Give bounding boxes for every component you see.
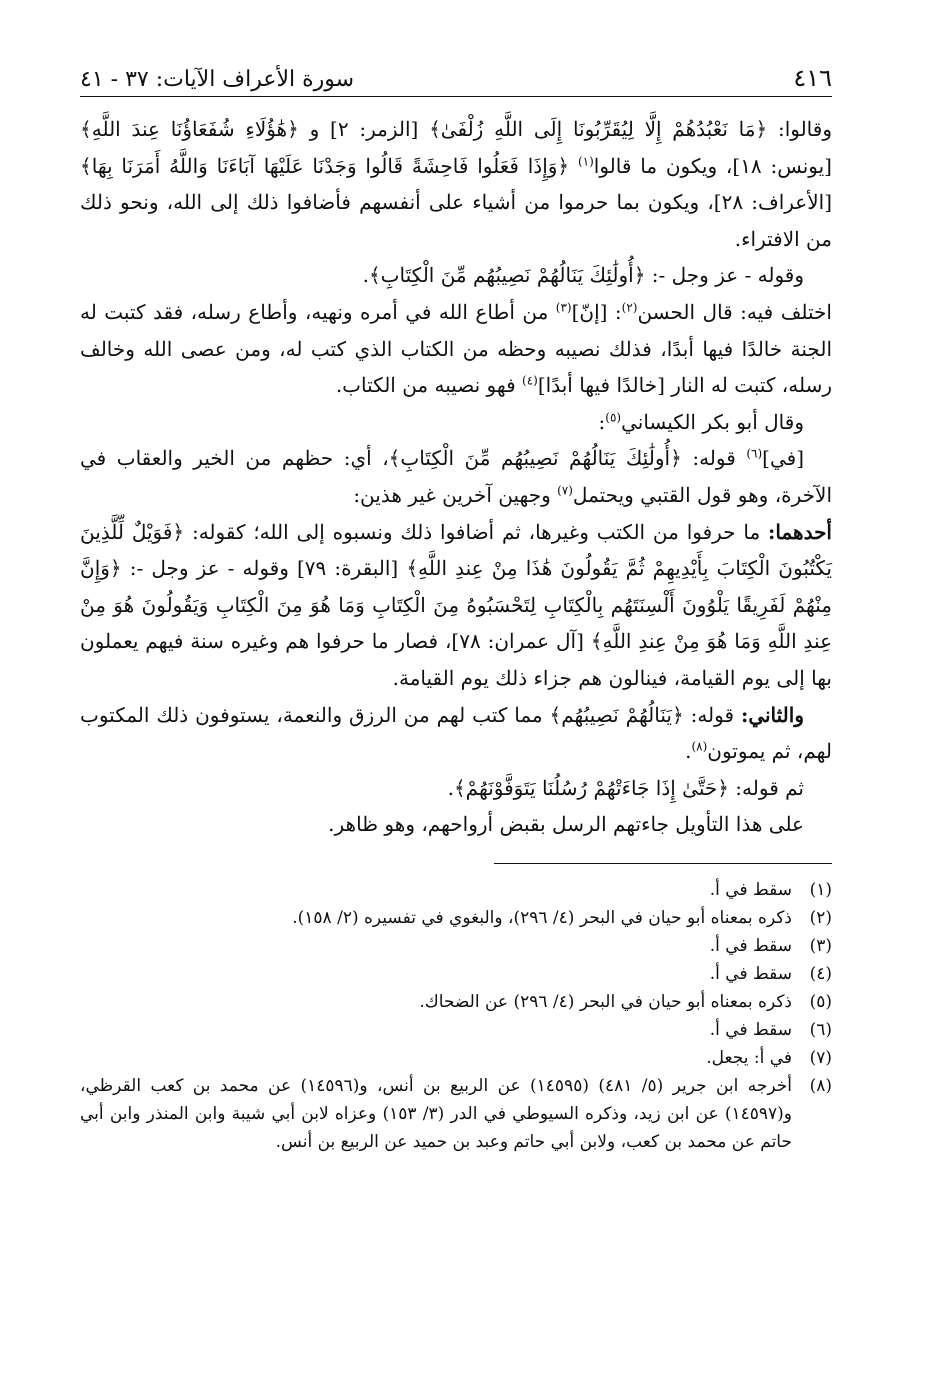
text-run: قوله: ﴿أُولَٰئِكَ يَنَالُهُمْ نَصِيبُهُم مِّنَ الْكِتَابِ﴾، أي: حظهم من الخير والعقاب في الآخرة، وهو قول القتبي ويحتمل <box>80 446 832 507</box>
paragraph <box>80 697 832 770</box>
footnote-ref: (٥) <box>605 410 622 425</box>
text-run: : [إنّ] <box>571 299 622 324</box>
text-run: وقال أبو بكر الكيساني <box>621 409 804 434</box>
footnote <box>80 932 832 960</box>
paragraph <box>80 404 832 441</box>
footnote <box>80 876 832 904</box>
footnote-text: أخرجه ابن جرير (٥/ ٤٨١) (١٤٥٩٥) عن الربيع بن أنس، و(١٤٥٩٦) عن محمد بن كعب القرظي، و(١٤٥٩٧) عن ابن زيد، وذكره السيوطي في الدر (٣/ ١٥٣) وعزاه لابن أبي شيبة وابن المنذر وابن أبي حاتم عن محمد بن كعب، ولابن أبي حاتم وعبد بن حميد عن الربيع بن أنس. <box>80 1075 792 1152</box>
footnote-number: (٢) <box>809 907 832 928</box>
footnote-text: سقط في أ. <box>709 935 792 956</box>
text-run: اختلف فيه: قال الحسن <box>637 299 832 324</box>
text-run: وجهين آخرين غير هذين: <box>353 482 558 507</box>
footnote-number: (٧) <box>809 1047 832 1068</box>
footnote-ref: (٦) <box>746 446 763 461</box>
text-run: : <box>598 409 606 434</box>
footnote-text: ذكره بمعناه أبو حيان في البحر (٤/ ٢٩٦)، والبغوي في تفسيره (٢/ ١٥٨). <box>292 907 792 928</box>
running-header <box>80 52 832 97</box>
footnote <box>80 904 832 932</box>
bold-lead: والثاني: <box>740 702 804 727</box>
text-run: ثم قوله: ﴿حَتَّىٰ إِذَا جَاءَتْهُمْ رُسُلُنَا يَتَوَفَّوْنَهُمْ﴾. <box>447 775 804 800</box>
text-run: من أطاع الله في أمره ونهيه، وأطاع رسله، فقد كتبت له الجنة خالدًا فيها أبدًا، فذلك نصيبه وحظه من الكتاب الذي كتب له، ومن عصى الله وخالف رسله، كتبت له النار [خالدًا فيها أبدًا] <box>80 299 832 398</box>
footnote <box>80 1016 832 1044</box>
footnote-ref: (٨) <box>691 739 708 754</box>
text-run: ما حرفوا من الكتب وغيرها، ثم أضافوا ذلك ونسبوه إلى الله؛ كقوله: ﴿فَوَيْلٌ لِّلَّذِينَ يَكْتُبُونَ الْكِتَابَ بِأَيْدِيهِمْ ثُمَّ يَقُولُونَ هَٰذَا مِنْ عِندِ اللَّهِ﴾ [البقرة: ٧٩] وقوله - عز وجل -: ﴿وَإِنَّ مِنْهُمْ لَفَرِيقًا يَلْوُونَ أَلْسِنَتَهُم بِالْكِتَابِ لِتَحْسَبُوهُ مِنَ الْكِتَابِ وَمَا هُوَ مِنَ الْكِتَابِ وَيَقُولُونَ هُوَ مِنْ عِندِ اللَّهِ وَمَا هُوَ مِنْ عِندِ اللَّهِ﴾ [آل عمران: ٧٨]، فصار ما حرفوا هم وغيره سنة فيهم يعملون بها إلى يوم القيامة، فينالون هم جزاء ذلك يوم القيامة. <box>80 519 833 690</box>
main-text <box>80 111 832 843</box>
footnote-number: (٨) <box>809 1075 832 1096</box>
text-run: ﴿وَإِذَا فَعَلُوا فَاحِشَةً قَالُوا وَجَدْنَا عَلَيْهَا آبَاءَنَا وَاللَّهُ أَمَرَنَا بِهَا﴾ [الأعراف: ٢٨]، ويكون بما حرموا من أشياء على أنفسهم فأضافوا ذلك إلى الله، ونحو ذلك من الافتراء. <box>80 153 832 251</box>
paragraph <box>80 770 832 807</box>
footnote <box>80 960 832 988</box>
bold-lead: أحدهما: <box>767 519 832 544</box>
footnote-text: سقط في أ. <box>709 879 792 900</box>
text-run: على هذا التأويل جاءتهم الرسل بقبض أرواحهم، وهو ظاهر. <box>328 812 804 837</box>
footnote-number: (٥) <box>809 991 832 1012</box>
text-run: [في] <box>762 446 804 471</box>
paragraph <box>80 514 832 697</box>
footnote-text: سقط في أ. <box>709 1019 792 1040</box>
text-run: قوله: ﴿يَنَالُهُمْ نَصِيبُهُم﴾ مما كتب لهم من الرزق والنعمة، يستوفون ذلك المكتوب لهم، ثم يموتون <box>80 702 832 764</box>
footnote-text: ذكره بمعناه أبو حيان في البحر (٤/ ٢٩٦) عن الضحاك. <box>419 991 792 1012</box>
running-title: سورة الأعراف الآيات: ٣٧ - ٤١ <box>80 67 355 92</box>
paragraph <box>80 257 832 294</box>
paragraph <box>80 294 832 404</box>
footnote-number: (٦) <box>809 1019 832 1040</box>
text-run: وقالوا: ﴿مَا نَعْبُدُهُمْ إِلَّا لِيُقَرِّبُونَا إِلَى اللَّهِ زُلْفَىٰ﴾ [الزمر: ٢] و ﴿هَٰؤُلَاءِ شُفَعَاؤُنَا عِندَ اللَّهِ﴾ [يونس: ١٨]، ويكون ما قالوا <box>80 117 832 178</box>
footnote-ref: (٢) <box>621 300 638 315</box>
footnote-text: سقط في أ. <box>709 963 792 984</box>
footnote-ref: (٧) <box>557 483 573 498</box>
footnote-number: (٤) <box>809 963 832 984</box>
footnote-separator <box>494 863 832 864</box>
paragraph <box>80 806 832 843</box>
footnote-number: (٣) <box>809 935 832 956</box>
footnote <box>80 1044 832 1072</box>
page-number: ٤١٦ <box>793 64 832 92</box>
footnote-ref: (١) <box>577 153 594 168</box>
footnote <box>80 988 832 1016</box>
paragraph <box>80 440 832 513</box>
footnote-ref: (٣) <box>555 300 572 315</box>
text-run: فهو نصيبه من الكتاب. <box>335 373 523 398</box>
paragraph <box>80 111 832 257</box>
footnote-ref: (٤) <box>522 373 538 388</box>
footnote <box>80 1072 832 1156</box>
text-run: وقوله - عز وجل -: ﴿أُولَٰئِكَ يَنَالُهُمْ نَصِيبُهُم مِّنَ الْكِتَابِ﴾. <box>362 263 804 288</box>
footnote-text: في أ: يجعل. <box>706 1047 792 1068</box>
footnote-number: (١) <box>809 879 832 900</box>
book-page <box>80 52 832 1156</box>
text-run: . <box>685 739 692 764</box>
footnotes <box>80 876 832 1156</box>
